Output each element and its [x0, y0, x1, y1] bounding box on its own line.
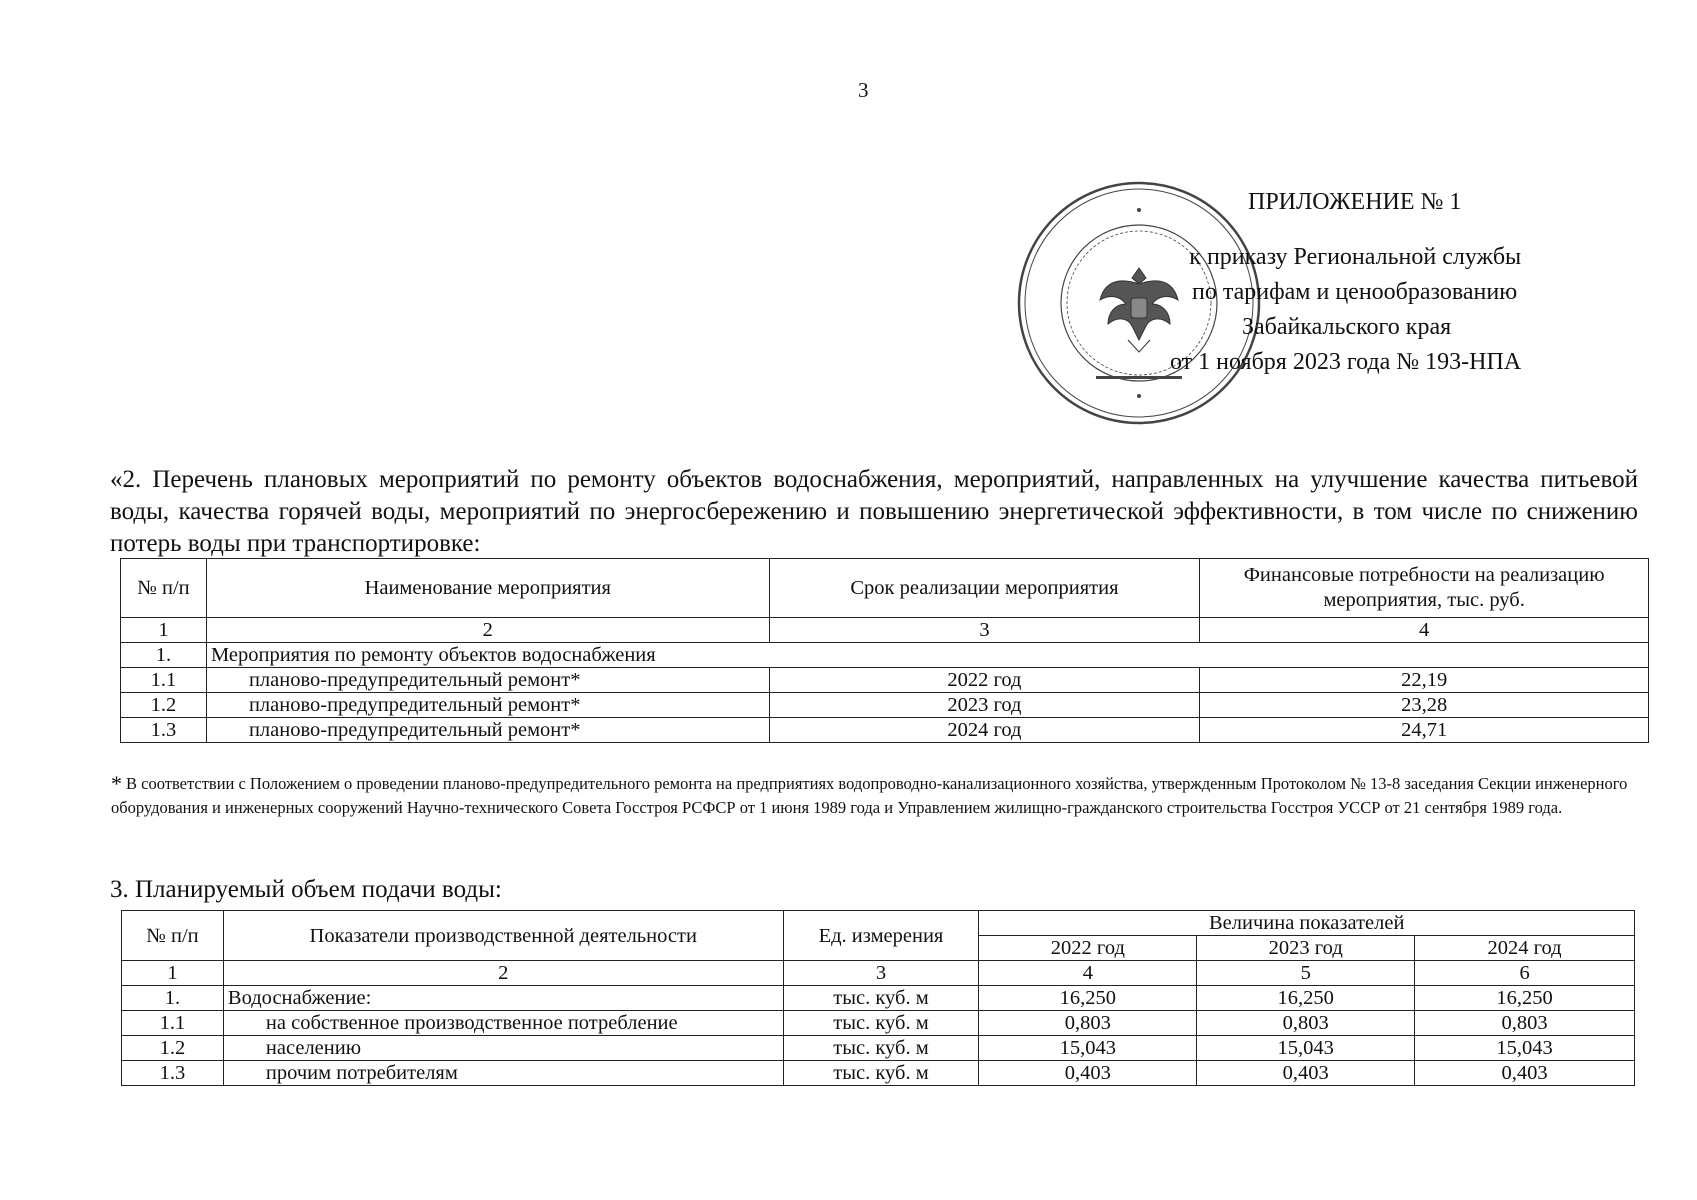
table-cell: 0,803: [1197, 1011, 1415, 1036]
table-cell: 1.1: [121, 668, 207, 693]
table-row: [121, 668, 1649, 693]
year-header-cell: 2024 год: [1415, 936, 1635, 961]
table-cell: 2022 год: [769, 668, 1200, 693]
table-cell: 1.: [122, 986, 224, 1011]
table-header-row: [122, 911, 1635, 936]
header-cell: № п/п: [122, 911, 224, 961]
table-cell: 16,250: [979, 986, 1197, 1011]
table-cell: 0,403: [979, 1061, 1197, 1086]
table-cell: 16,250: [1415, 986, 1635, 1011]
column-number-row: [121, 618, 1649, 643]
section-3-heading: 3. Планируемый объем подачи воды:: [110, 876, 502, 903]
table-cell: 2: [206, 618, 769, 643]
table-row: [122, 986, 1635, 1011]
table-cell: 4: [979, 961, 1197, 986]
year-header-cell: 2022 год: [979, 936, 1197, 961]
table-cell: 6: [1415, 961, 1635, 986]
column-number-row: [122, 961, 1635, 986]
table-row: [122, 1011, 1635, 1036]
table-cell: 5: [1197, 961, 1415, 986]
appendix-header: [1170, 185, 1521, 380]
table-cell: тыс. куб. м: [783, 1061, 979, 1086]
table-cell: 4: [1200, 618, 1649, 643]
table-cell: 2024 год: [769, 718, 1200, 743]
header-cell: Наименование мероприятия: [206, 559, 769, 618]
table-cell: тыс. куб. м: [783, 1011, 979, 1036]
table-cell: 1.2: [121, 693, 207, 718]
table-cell: прочим потребителям: [223, 1061, 783, 1086]
table-cell: 2: [223, 961, 783, 986]
table-cell: 0,403: [1197, 1061, 1415, 1086]
header-cell: Показатели производственной деятельности: [223, 911, 783, 961]
footnote: [111, 772, 1649, 820]
table-row: [122, 1036, 1635, 1061]
header-cell: Ед. измерения: [783, 911, 979, 961]
appendix-line-1: к приказу Региональной службы: [1189, 244, 1522, 270]
table-cell: 1.2: [122, 1036, 224, 1061]
table-cell: 1: [122, 961, 224, 986]
table-cell: 23,28: [1200, 693, 1649, 718]
appendix-line-3: Забайкальского края: [1242, 314, 1452, 340]
table-cell: 1.3: [121, 718, 207, 743]
table-cell: 0,403: [1415, 1061, 1635, 1086]
footnote-mark: *: [111, 771, 122, 796]
year-header-cell: 2023 год: [1197, 936, 1415, 961]
appendix-line-4: от 1 ноября 2023 года № 193-НПА: [1170, 349, 1522, 375]
eagle-emblem-icon: [1100, 268, 1178, 352]
table-cell: 24,71: [1200, 718, 1649, 743]
table-cell: 0,803: [979, 1011, 1197, 1036]
table-cell: 1.3: [122, 1061, 224, 1086]
table-group-row: [121, 643, 1649, 668]
header-cell: Срок реализации мероприятия: [769, 559, 1200, 618]
table-cell: 16,250: [1197, 986, 1415, 1011]
table-cell: 1.1: [122, 1011, 224, 1036]
header-cell: № п/п: [121, 559, 207, 618]
table-cell: Водоснабжение:: [223, 986, 783, 1011]
header-cell: Величина показателей: [979, 911, 1635, 936]
table-cell: Мероприятия по ремонту объектов водоснабжения: [206, 643, 1648, 668]
table-header-row: [121, 559, 1649, 618]
section-2-heading: «2. Перечень плановых мероприятий по ремонту объектов водоснабжения, мероприятий, направленных на улучшение качества питьевой воды, качества горячей воды, мероприятий по энергосбережению и повышению энергетической эффективности, в том числе по снижению потерь воды при транспортировке:: [110, 466, 1638, 557]
page-number: 3: [858, 78, 869, 102]
header-cell: Финансовые потребности на реализацию мероприятия, тыс. руб.: [1200, 559, 1649, 618]
table-cell: 22,19: [1200, 668, 1649, 693]
table-cell: планово-предупредительный ремонт*: [206, 718, 769, 743]
repair-measures-table: [120, 558, 1649, 743]
table-cell: 15,043: [1197, 1036, 1415, 1061]
table-cell: 1: [121, 618, 207, 643]
table-row: [122, 1061, 1635, 1086]
footnote-text: В соответствии с Положением о проведении планово-предупредительного ремонта на предприятиях водопроводно-канализационного хозяйства, утвержденным Протоколом № 13-8 заседания Секции инженерного оборудования и инженерных сооружений Научно-технического Совета Госстроя РСФСР от 1 июня 1989 года и Управлением жилищно-гражданского строительства Госстроя УССР от 21 сентября 1989 года.: [111, 774, 1628, 817]
table-cell: тыс. куб. м: [783, 1036, 979, 1061]
table-cell: 15,043: [1415, 1036, 1635, 1061]
table-row: [121, 693, 1649, 718]
table-cell: тыс. куб. м: [783, 986, 979, 1011]
table-cell: планово-предупредительный ремонт*: [206, 668, 769, 693]
table-cell: 1.: [121, 643, 207, 668]
table-cell: 3: [769, 618, 1200, 643]
appendix-title: ПРИЛОЖЕНИЕ № 1: [1248, 189, 1462, 215]
table-row: [121, 718, 1649, 743]
table-cell: на собственное производственное потребление: [223, 1011, 783, 1036]
table-cell: 0,803: [1415, 1011, 1635, 1036]
table-cell: 15,043: [979, 1036, 1197, 1061]
table-cell: населению: [223, 1036, 783, 1061]
table-cell: планово-предупредительный ремонт*: [206, 693, 769, 718]
appendix-line-2: по тарифам и ценообразованию: [1191, 279, 1518, 305]
water-supply-volume-table: [121, 910, 1635, 1086]
table-cell: 2023 год: [769, 693, 1200, 718]
table-cell: 3: [783, 961, 979, 986]
